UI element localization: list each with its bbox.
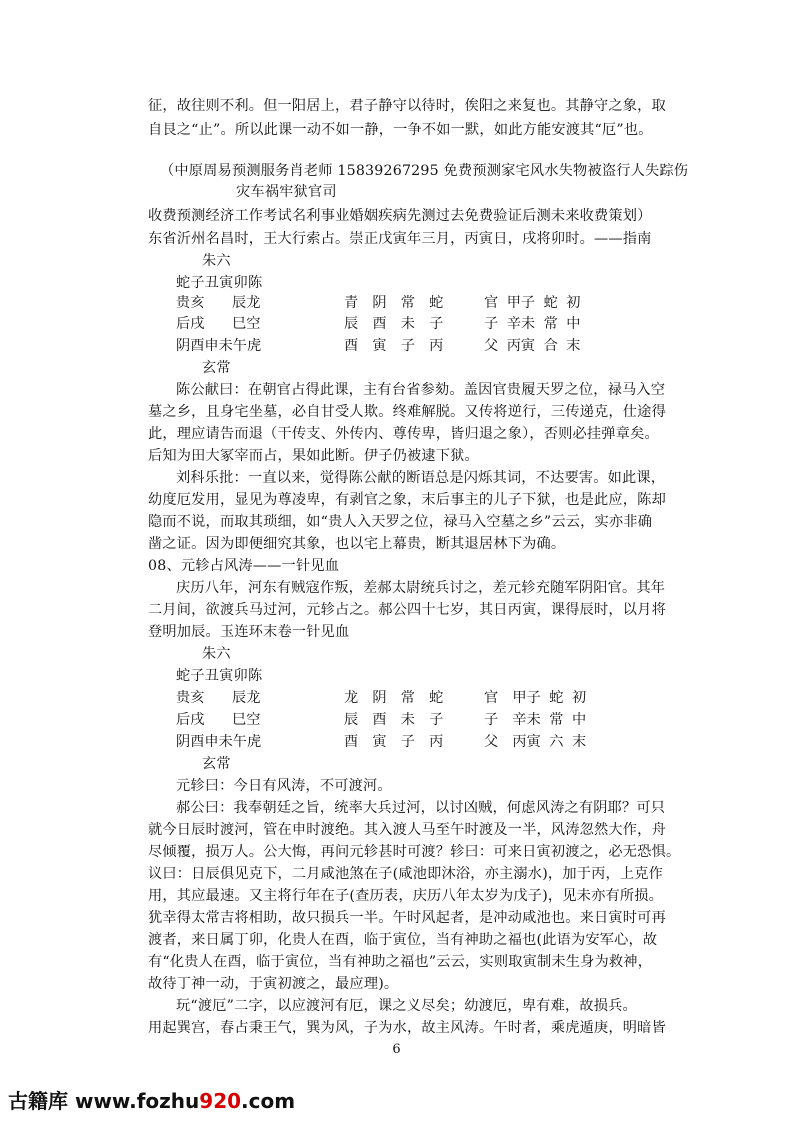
text-line: 玩“渡厄”二字，以应渡河有厄，课之义尽矣；幼渡厄，卑有难，故损兵。 [176, 998, 637, 1014]
pan-cell: 后戌 [176, 316, 205, 332]
text-line: 隐而不说，而取其琐细，如“贵人入天罗之位，禄马入空墓之乡”云云，实亦非确 [148, 514, 653, 530]
pan-cell: 贵亥 [176, 295, 205, 311]
footer-highlight: 920 [199, 1089, 242, 1113]
chuan-cell: 父 丙寅 六 末 [484, 734, 587, 750]
text-line: 用，其应最速。又主将行年在子(查历表，庆历八年太岁为戊子)，见未亦有所损。 [148, 888, 664, 904]
pan-cell: 辰龙 [232, 295, 261, 311]
ad-line: （中原周易预测服务肖老师 15839267295 免费预测家宅风水失物被盗行人失踪伤 [160, 163, 689, 179]
ke-cell: 龙 阴 常 蛇 [344, 690, 444, 706]
pan-cell: 巳空 [232, 712, 261, 728]
footer-prefix: 古籍库 www.fozhu [8, 1089, 200, 1113]
ke-cell: 辰 酉 未 子 [344, 316, 444, 332]
text-line: 征，故往则不利。但一阳居上，君子静守以待时，俟阳之来复也。其静守之象，取 [148, 98, 666, 114]
text-line: 尽倾覆，损万人。公大悔，再问元轸甚时可渡？轸曰：可来日寅初渡之，必无恐惧。 [148, 844, 681, 860]
text-line: 此，理应请告而退（干传支、外传内、尊传卑，皆归退之象），否则必挂弹章矣。 [148, 426, 659, 442]
pan-bottom-label: 玄常 [202, 360, 231, 376]
text-line: 登明加辰。玉连环末卷一针见血 [148, 624, 350, 640]
pan-cell: 阴酉申未午虎 [176, 734, 262, 750]
section-heading: 08、元轸占风涛——一针见血 [148, 558, 340, 574]
text-line: 自艮之“止”。所以此课一动不如一静，一争不如一默，如此方能安渡其“厄”也。 [148, 122, 653, 138]
text-line: 议曰：日辰俱见克下，二月咸池煞在子(咸池即沐浴，亦主溺水)，加于丙，上克作 [148, 866, 664, 882]
pan-bottom-label: 玄常 [202, 756, 231, 772]
text-line: 犹幸得太常吉将相助，故只损兵一半。午时风起者，是冲动咸池也。来日寅时可再 [148, 910, 666, 926]
ke-cell: 辰 酉 未 子 [344, 712, 444, 728]
chuan-cell: 官 甲子 蛇 初 [484, 295, 581, 311]
text-line: 后知为田大冢宰而占，果如此断。伊子仍被逮下狱。 [148, 448, 479, 464]
pan-cell: 巳空 [232, 316, 261, 332]
footer-suffix: .com [241, 1089, 296, 1113]
page-number: 6 [392, 1042, 401, 1057]
text-line: 用起巽宫，春占秉王气，巽为风，子为水，故主风涛。午时者，乘虎遁庚，明暗皆 [148, 1020, 666, 1036]
ad-line: 灾车祸牢狱官司 [236, 184, 337, 200]
text-line: 陈公献曰：在朝官占得此课，主有台省参劾。盖因官贵履天罗之位，禄马入空 [176, 382, 666, 398]
text-line: 庆历八年，河东有贼寇作叛，差郝太尉统兵讨之，差元轸充随军阴阳官。其年 [176, 580, 666, 596]
pan-cell: 贵亥 [176, 690, 205, 706]
text-line: 郝公曰：我奉朝廷之旨，统率大兵过河，以讨凶贼，何虑风涛之有阴耶？可只 [176, 800, 666, 816]
pan-cell: 阴酉申未午虎 [176, 338, 262, 354]
pan-top-label: 朱六 [202, 253, 231, 269]
chuan-cell: 父 丙寅 合 末 [484, 338, 581, 354]
ke-cell: 酉 寅 子 丙 [344, 338, 444, 354]
text-line: 有“化贵人在酉，临于寅位，当有神助之福也”云云，实则取寅制未生身为救神， [148, 954, 653, 970]
pan-row: 蛇子丑寅卯陈 [176, 668, 263, 684]
chuan-cell: 子 辛未 常 中 [484, 712, 587, 728]
pan-row: 蛇子丑寅卯陈 [176, 275, 263, 291]
chuan-cell: 子 辛未 常 中 [484, 316, 581, 332]
chuan-cell: 官 甲子 蛇 初 [484, 690, 587, 706]
text-line: 东省沂州名昌时，王大行索占。崇正戊寅年三月，丙寅日，戌将卯时。——指南 [148, 231, 652, 247]
ad-line: 收费预测经济工作考试名利事业婚姻疾病先测过去免费验证后测未来收费策划） [148, 208, 652, 224]
text-line: 二月间，欲渡兵马过河，元轸占之。郝公四十七岁，其日丙寅，课得辰时，以月将 [148, 602, 666, 618]
text-line: 就今日辰时渡河，管在申时渡绝。其入渡人马至午时渡及一半，风涛忽然大作，舟 [148, 822, 666, 838]
pan-top-label: 朱六 [202, 646, 231, 662]
text-line: 凿之证。因为即便细究其象，也以宅上幕贵，断其退居林下为确。 [148, 536, 566, 552]
text-line: 幼度厄发用，显见为尊凌卑，有剥官之象，末后事主的儿子下狱，也是此应，陈却 [148, 492, 666, 508]
text-line: 渡者，来日属丁卯，化贵人在酉，临于寅位，当有神助之福也(此语为安军心，故 [148, 932, 658, 948]
text-line: 墓之乡，且身宅坐墓，必自甘受人欺。终难解脱。又传将逆行，三传递克，仕途得 [148, 404, 666, 420]
text-line: 元轸曰：今日有风涛，不可渡河。 [176, 778, 392, 794]
text-line: 刘科乐批：一直以来，觉得陈公献的断语总是闪烁其词，不达要害。如此课， [176, 470, 666, 486]
ke-cell: 酉 寅 子 丙 [344, 734, 444, 750]
pan-cell: 辰龙 [232, 690, 261, 706]
text-line: 故待丁神一动，于寅初渡之，最应理)。 [148, 976, 399, 992]
pan-cell: 后戌 [176, 712, 205, 728]
ke-cell: 青 阴 常 蛇 [344, 295, 444, 311]
watermark-footer [8, 1085, 295, 1114]
